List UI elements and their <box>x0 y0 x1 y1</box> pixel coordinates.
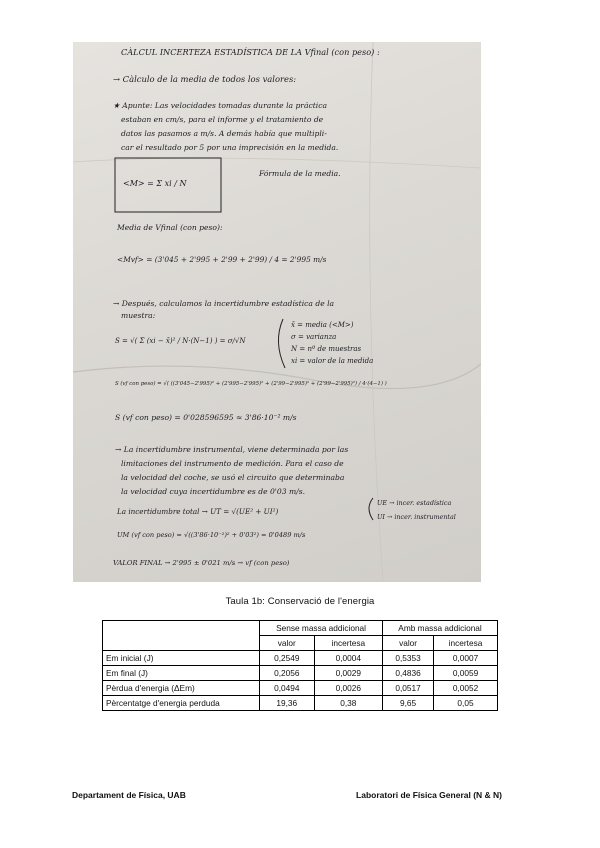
table-cell: 0,4836 <box>383 666 434 681</box>
std-formula: S = √( Σ (xi − x̄)² / N·(N−1) ) = σ/√N <box>115 337 246 345</box>
column-header: valor <box>383 636 434 651</box>
table-row <box>103 651 498 666</box>
table-cell: 0,2056 <box>260 666 315 681</box>
table-cell: 0,0004 <box>314 651 383 666</box>
table-cell: 0,05 <box>434 696 498 711</box>
table-cell: 0,0517 <box>383 681 434 696</box>
table-cell: 0,0007 <box>434 651 498 666</box>
std-result: S (vf con peso) = 0'028596595 ≈ 3'86·10⁻² m/s <box>115 413 297 422</box>
note-line: limitaciones del instrumento de medición. Para el caso de <box>121 459 344 468</box>
uncertainty-brace <box>369 498 373 520</box>
legend-line: N = nº de muestras <box>291 345 362 353</box>
final-value: VALOR FINAL → 2'995 ± 0'021 m/s → vf (con peso) <box>113 559 290 567</box>
table-cell: 0,2549 <box>260 651 315 666</box>
note-line: datos las pasamos a m/s. A demás había que multipli- <box>121 129 327 138</box>
column-header: valor <box>260 636 315 651</box>
row-label: Em inicial (J) <box>103 651 260 666</box>
table-cell: 0,5353 <box>383 651 434 666</box>
table-cell: 9,65 <box>383 696 434 711</box>
mean-formula: <M> = Σ xi / N <box>123 179 187 188</box>
note-line: → La incertidumbre instrumental, viene determinada por las <box>115 445 349 454</box>
legend-line: x̄ = media (<M>) <box>291 321 354 329</box>
legend-line: UE → incer. estadística <box>377 499 452 507</box>
footer-department: Departament de Física, UAB <box>72 790 186 800</box>
row-label: Pèrdua d'energia (ΔEm) <box>103 681 260 696</box>
row-label: Em final (J) <box>103 666 260 681</box>
table-cell: 0,0026 <box>314 681 383 696</box>
note-line: CÀLCUL INCERTEZA ESTADÍSTICA DE LA Vfinal (con peso) : <box>121 47 380 57</box>
note-line: Fórmula de la media. <box>259 169 341 178</box>
table-cell: 0,38 <box>314 696 383 711</box>
note-line: → Càlculo de la media de todos los valores: <box>113 74 297 84</box>
legend-brace <box>278 319 285 368</box>
table-cell: 0,0029 <box>314 666 383 681</box>
note-line: muestra: <box>121 311 156 320</box>
note-line: → Después, calculamos la incertidumbre estadística de la <box>113 299 335 308</box>
group-header: Amb massa addicional <box>383 621 498 636</box>
column-header: incertesa <box>434 636 498 651</box>
handwritten-notes-photo <box>73 42 481 582</box>
column-header: incertesa <box>314 636 383 651</box>
note-line: Media de Vfinal (con peso): <box>117 223 223 232</box>
std-calculation: S (vf con peso) = √( ((3'045−2'995)² + (2'995−2'995)² + (2'99−2'995)² + (2'99−2'995)²) / 4·(4−1) ) <box>115 381 387 387</box>
table-row <box>103 666 498 681</box>
legend-line: UI → incer. instrumental <box>377 513 456 521</box>
legend-line: xi = valor de la medida <box>291 357 374 365</box>
energy-table <box>102 620 498 711</box>
empty-corner-cell <box>103 621 260 651</box>
mean-calculation: <Mvf> = (3'045 + 2'995 + 2'99 + 2'99) / 4 = 2'995 m/s <box>117 255 327 264</box>
table-cell: 0,0052 <box>434 681 498 696</box>
table-row <box>103 696 498 711</box>
note-line: ★ Apunte: Las velocidades tomadas durante la práctica <box>113 101 327 110</box>
row-label: Pèrcentatge d'energia perduda <box>103 696 260 711</box>
table-cell: 19,36 <box>260 696 315 711</box>
group-header: Sense massa addicional <box>260 621 383 636</box>
total-uncertainty-value: UM (vf con peso) = √((3'86·10⁻²)² + 0'03²) = 0'0489 m/s <box>117 531 306 539</box>
note-line: la velocidad cuya incertidumbre es de 0'03 m/s. <box>121 487 306 496</box>
table-cell: 0,0494 <box>260 681 315 696</box>
note-line: la velocidad del coche, se usó el circuito que determinaba <box>121 473 345 482</box>
table-caption: Taula 1b: Conservació de l'energia <box>225 596 375 607</box>
legend-line: σ = varianza <box>291 333 337 341</box>
note-line: estaban en cm/s, para el informe y el tratamiento de <box>121 115 324 124</box>
table-cell: 0,0059 <box>434 666 498 681</box>
table-row <box>103 681 498 696</box>
note-line: car el resultado por 5 por una imprecisión en la medida. <box>121 143 339 152</box>
table-header-row <box>103 621 498 636</box>
footer-course: Laboratori de Física General (N & N) <box>356 790 502 800</box>
total-uncertainty: La incertidumbre total → UT = √(UE² + UI²) <box>117 507 279 516</box>
